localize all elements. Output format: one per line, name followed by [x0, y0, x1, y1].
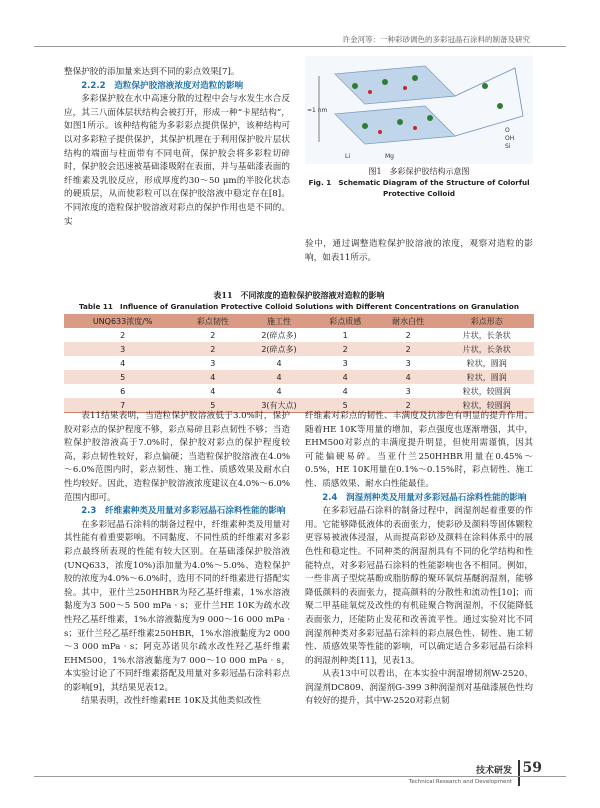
table-cell: 2	[314, 342, 377, 356]
running-head: 许金河等：一种彩砂调色的多彩冠晶石涂料的制备及研究	[342, 35, 530, 44]
table-row	[64, 384, 534, 398]
table-cell: 2	[377, 398, 440, 413]
table-cell: 4	[314, 370, 377, 384]
header-rule	[34, 46, 566, 47]
journal-section-subtitle: Technical Research and Development	[408, 779, 512, 785]
table-cell: 2(碎点多)	[261, 330, 297, 340]
table-cell: 1	[342, 330, 348, 340]
col-header: 彩点形态	[440, 314, 534, 328]
paragraph: 表11结果表明，当造粒保护胶溶液低于3.0%时，保护胶对彩点的保护程度不够，彩点易碎且彩点韧性不够；当造粒保护胶溶液高于7.0%时，保护胶对彩点的保护程度较高，彩点韧性较好，彩点偏硬；当造粒保护胶溶液在4.0%～6.0%范围内时，彩点韧性、施工性、质感效果及耐水白性均较好。因此，造粒保护胶溶液浓度建议在4.0%～6.0%范围内即可。	[64, 411, 290, 503]
table-header-row	[64, 314, 534, 328]
col-header: 施工性	[244, 314, 313, 328]
table-cell: 4	[210, 386, 216, 396]
table-cell: 4	[276, 358, 282, 368]
table-cell: 2	[405, 330, 411, 340]
table-cell: 2	[210, 330, 216, 340]
left-column-bottom	[64, 410, 290, 709]
legend-li: Li	[345, 153, 351, 160]
table-cell: 7	[64, 398, 181, 413]
legend-mg: Mg	[385, 153, 394, 160]
table-cell: 3	[342, 358, 348, 368]
paragraph: 整保护胶的添加量来达到不同的彩点效果[7]。	[64, 67, 240, 77]
paragraph: 在多彩冠晶石涂料的制备过程中，润湿剂起着重要的作用。它能够降低液体的表面张力，使彩砂及颜料等固体颗粒更容易被液体浸湿，从而提高彩砂及颜料在涂料体系中的展色性和稳定性。不同种类的润湿剂具有不同的化学结构和性能特点，对多彩冠晶石涂料的性能影响也各不相同。例如，一些非离子型烷基酚或脂肪醇的聚环氧烷基醚润湿剂，能够降低颜料的表面张力，提高颜料的分散性和流动性[10]；而聚二甲基硅氧烷及改性的有机硅聚合物润湿剂，不仅能降低表面张力，还能防止发花和改善流平性。通过实验对比不同润湿剂种类对多彩冠晶石涂料的彩点展色性、韧性、施工韧性、质感效果等性能的影响，可以确定适合多彩冠晶石涂料的润湿剂种类[11]，见表13。	[305, 506, 533, 666]
paragraph: 结果表明，改性纤维素HE 10K及其他类似改性	[81, 696, 262, 707]
table-caption	[64, 290, 534, 312]
left-column-top	[64, 66, 290, 229]
page-number: 59	[522, 760, 542, 776]
table-row	[64, 356, 534, 370]
table-cell: 片状，长条状	[462, 330, 511, 340]
journal-section-title: 技术研发	[475, 766, 512, 776]
table-cell: 2	[181, 342, 244, 356]
table-cell: 2(碎点多)	[244, 342, 313, 356]
paragraph: 多彩保护胶在水中高速分散的过程中会与水发生水合反应，其三八面体层状结构会被打开，形成一种“卡屋结构”，如图1所示。该种结构能为多彩彩点提供保护，该种结构可以对多彩粒子提供保护，其保护机理在于利用保护胶片层状结构的端面与柱面带有不同电荷，保护胶会将多彩粒切碎时，保护胶会迅速被基础漆吸附在表面，并与基础漆表面的纤维素及乳胶反应，形成厚度约30～50 μm的半胶化状态的硬质层，从而使彩粒可以在保护胶溶液中稳定存在[8]。不同浓度的造粒保护胶溶液对彩点的保护作用也是不同的。实	[64, 94, 290, 227]
page-number-bar	[518, 760, 520, 786]
table-row	[64, 342, 534, 356]
table-cell: 粒状，圆润	[466, 358, 507, 368]
footer-rule	[34, 776, 566, 777]
table-caption-en: Table 11 Influence of Granulation Protective Colloid Solutions with Different Concentrations on Granulation	[79, 302, 519, 311]
table-cell: 2	[120, 330, 126, 340]
figure-caption	[305, 166, 533, 199]
table-cell: 5	[181, 398, 244, 413]
table-cell: 6	[120, 386, 126, 396]
table-cell: 4	[181, 370, 244, 384]
table-cell: 2	[377, 342, 440, 356]
table-cell: 4	[120, 358, 126, 368]
table-cell: 4	[276, 386, 282, 396]
legend-o: O	[505, 127, 510, 134]
table-cell: 4	[377, 370, 440, 384]
colloid-structure-diagram	[305, 56, 533, 164]
figure-1	[305, 56, 533, 164]
table-cell: 粒状，较圆润	[440, 398, 534, 413]
legend-si: Si	[505, 143, 511, 150]
col-header: 彩点韧性	[181, 314, 244, 328]
right-column-top	[305, 238, 533, 265]
right-column-bottom	[305, 410, 533, 709]
table-row	[64, 370, 534, 384]
table-cell: 3(有大点)	[244, 398, 313, 413]
figure-caption-cn: 图1 多彩保护胶结构示意图	[368, 167, 470, 176]
table-cell: 粒状，较圆润	[462, 386, 511, 396]
table-cell: 3	[64, 342, 181, 356]
table-cell: 3	[210, 358, 216, 368]
paragraph: 验中，通过调整造粒保护胶溶液的浓度，观察对造粒的影响，如表11所示。	[305, 239, 533, 263]
section-heading-2-2-2: 2.2.2 造粒保护胶溶液浓度对造粒的影响	[81, 80, 244, 91]
table-11	[64, 314, 534, 413]
table-cell: 5	[64, 370, 181, 384]
table-cell: 粒状，圆润	[440, 370, 534, 384]
col-header: 彩点质感	[314, 314, 377, 328]
table-cell: 5	[314, 398, 377, 413]
table-row	[64, 328, 534, 342]
legend-oh: OH	[505, 135, 515, 142]
table-caption-cn: 表11 不同浓度的造粒保护胶溶液对造粒的影响	[213, 290, 385, 300]
paragraph: 在多彩冠晶石涂料的制备过程中，纤维素种类及用量对其性能有着重要影响。不同黏度、不同性质的纤维素对多彩彩点最终所表现的性能有较大区别。在基础漆保护胶溶液(UNQ633，浓度10%)添加量为4.0%～5.0%、造粒保护胶的浓度为4.0%～6.0%时，选用不同的纤维素进行搭配实验。其中，亚什兰250HHBR为羟乙基纤维素，1%水溶液黏度为3 500～5 500 mPa · s；亚什兰HE 10K为疏水改性羟乙基纤维素，1%水溶液黏度为9 000～16 000 mPa · s；亚什兰羟乙基纤维素250HBR，1%水溶液黏度为2 000～3 000 mPa · s；阿克苏诺贝尔疏水改性羟乙基纤维素EHM500，1%水溶液黏度为7 000～10 000 mPa · s，本实验讨论了不同纤维素搭配及用量对多彩冠晶石涂料彩点的影响[9]，其结果见表12。	[64, 519, 290, 693]
col-header: 耐水白性	[377, 314, 440, 328]
table-cell: 3	[405, 386, 411, 396]
table-cell: 片状，长条状	[440, 342, 534, 356]
paragraph: 从表13中可以看出，在本实验中润湿增韧剂W-2520、润湿剂DC809、润湿剂G-399 3种润湿剂对基础漆展色性均有较好的提升，其中W-2520对彩点韧	[305, 669, 533, 707]
table-cell: 4	[342, 386, 348, 396]
section-heading-2-4: 2.4 润湿剂种类及用量对多彩冠晶石涂料性能的影响	[322, 492, 527, 503]
thickness-label: ≈1 nm	[307, 107, 328, 114]
figure-caption-en: Fig. 1 Schematic Diagram of the Structure of Colorful Protective Colloid	[308, 178, 530, 198]
section-heading-2-3: 2.3 纤维素种类及用量对多彩冠晶石涂料性能的影响	[81, 506, 286, 517]
table-cell: 4	[244, 370, 313, 384]
table-cell: 3	[405, 358, 411, 368]
paragraph: 纤维素对彩点的韧性、丰满度及抗渗色有明显的提升作用。随着HE 10K等用量的增加，彩点强度也逐渐增强，其中，EHM500对彩点的丰满度提升明显，但使用需谨慎，因其可能偏硬易碎。当亚什兰250HHBR用量在0.45%～0.5%，HE 10K用量在0.1%～0.15%时，彩点韧性、施工性、质感效果、耐水白性能最佳。	[305, 411, 533, 489]
col-header: UNQ633浓度/%	[64, 314, 181, 328]
